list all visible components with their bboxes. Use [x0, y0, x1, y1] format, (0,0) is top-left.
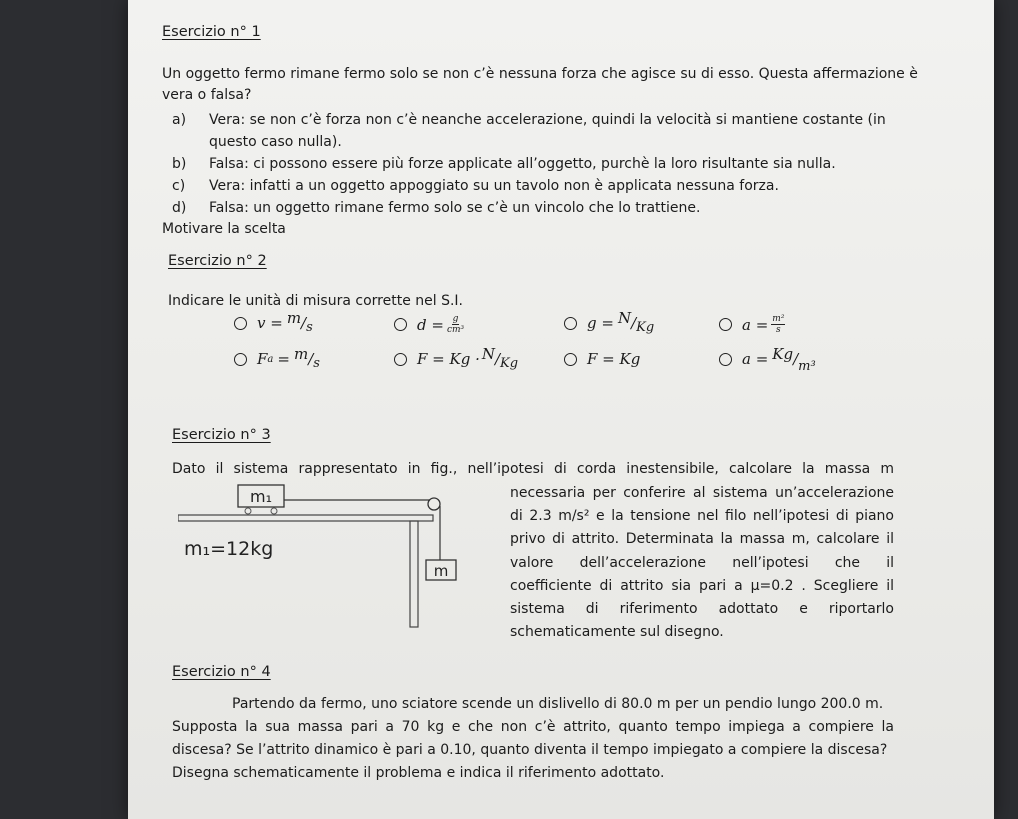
- table-leg: [410, 521, 418, 627]
- option-b-text: Falsa: ci possono essere più forze applicate all’oggetto, purchè la loro risultante sia nulla.: [209, 156, 836, 172]
- wheel: [271, 508, 277, 514]
- radio-button[interactable]: [234, 317, 247, 330]
- exercise-4-title: Esercizio n° 4: [172, 664, 271, 680]
- option-d-letter: d): [172, 200, 187, 216]
- exercise-2-instruction: Indicare le unità di misura corrette nel S.I.: [168, 293, 463, 309]
- unit-slash-fraction: N/Kg: [481, 345, 519, 371]
- unit-option-acceleration-kg[interactable]: [719, 345, 816, 374]
- formula-lhs: v =: [257, 314, 283, 332]
- radio-button[interactable]: [394, 353, 407, 366]
- subscript: a: [267, 353, 274, 365]
- unit-slash-fraction: Kg/m³: [772, 345, 816, 374]
- exercise-1-question-line1: Un oggetto fermo rimane fermo solo se non c’è nessuna forza che agisce su di esso. Questa affermazione è: [162, 66, 918, 82]
- unit-option-acceleration[interactable]: [719, 314, 785, 335]
- formula-text: F = Kg: [587, 350, 641, 368]
- option-c-letter: c): [172, 178, 186, 194]
- unit-slash-fraction: m/s: [293, 345, 320, 371]
- exercise-4-line2: Supposta la sua massa pari a 70 kg e che non c’è attrito, quanto tempo impiega a compiere la: [172, 719, 894, 735]
- option-a-text: Vera: se non c’è forza non c’è neanche accelerazione, quindi la velocità si mantiene costante (in: [209, 112, 886, 128]
- unit-option-friction-force[interactable]: [234, 345, 320, 371]
- exercise-1-title: Esercizio n° 1: [162, 24, 261, 40]
- exercise-3-line6: coefficiente di attrito sia pari a μ=0.2 . Scegliere il: [510, 578, 894, 594]
- block-m1-label: m₁: [250, 487, 272, 506]
- radio-button[interactable]: [234, 353, 247, 366]
- exercise-2-title: Esercizio n° 2: [168, 253, 267, 269]
- unit-slash-fraction: N/Kg: [617, 309, 655, 335]
- unit-option-density[interactable]: [394, 314, 464, 335]
- unit-option-force-kg[interactable]: [564, 350, 640, 368]
- equals-sign: =: [277, 350, 290, 368]
- exercise-4-line3: discesa? Se l’attrito dinamico è pari a 0.10, quanto diventa il tempo impiegato a compiere la discesa?: [172, 742, 888, 758]
- exercise-3-line8: schematicamente sul disegno.: [510, 624, 724, 640]
- unit-slash-fraction: m/s: [286, 309, 313, 335]
- unit-option-gravity[interactable]: [564, 309, 655, 335]
- exercise-3-line2: necessaria per conferire al sistema un’accelerazione: [510, 485, 894, 501]
- hanging-mass-label: m: [433, 562, 449, 580]
- exercise-3-title: Esercizio n° 3: [172, 427, 271, 443]
- formula-lhs: F = Kg ·: [417, 350, 480, 368]
- unit-option-force-kg-n[interactable]: [394, 345, 519, 371]
- pulley: [428, 498, 440, 510]
- exercise-1-question-line2: vera o falsa?: [162, 87, 252, 103]
- formula-lhs: a =: [742, 315, 769, 334]
- option-c-text: Vera: infatti a un oggetto appoggiato su un tavolo non è applicata nessuna forza.: [209, 178, 779, 194]
- exercise-3-line1: Dato il sistema rappresentato in fig., nell’ipotesi di corda inestensibile, calcolare la massa m: [172, 461, 894, 477]
- radio-button[interactable]: [719, 353, 732, 366]
- motivate-label: Motivare la scelta: [162, 221, 286, 237]
- exercise-3-line7: sistema di riferimento adottato e riportarlo: [510, 601, 894, 617]
- exercise-3-line5: valore dell’accelerazione nell’ipotesi che il: [510, 555, 894, 571]
- option-b-letter: b): [172, 156, 187, 172]
- table-top: [178, 515, 433, 521]
- radio-button[interactable]: [394, 318, 407, 331]
- formula-lhs: g =: [587, 314, 614, 332]
- option-a-letter: a): [172, 112, 187, 128]
- formula-lhs: d =: [417, 315, 444, 334]
- pulley-system-figure: [178, 480, 508, 630]
- radio-button[interactable]: [564, 317, 577, 330]
- option-a-text-cont: questo caso nulla).: [209, 134, 342, 150]
- unit-fraction: $\frac{\text{m²}}{s}$: [772, 314, 785, 335]
- exercise-4-line4: Disegna schematicamente il problema e indica il riferimento adottato.: [172, 765, 665, 781]
- formula-lhs: F: [257, 350, 268, 368]
- wheel: [245, 508, 251, 514]
- unit-fraction: $\frac{g}{\text{cm³}}$: [446, 314, 465, 335]
- mass-m1-value: m₁=12kg: [184, 538, 274, 560]
- radio-button[interactable]: [719, 318, 732, 331]
- exercise-3-line3: di 2.3 m/s² e la tensione nel filo nell’ipotesi di piano: [510, 508, 894, 524]
- exercise-3-line4: privo di attrito. Determinata la massa m, calcolare il: [510, 531, 894, 547]
- worksheet-page: [128, 0, 994, 819]
- unit-option-velocity[interactable]: [234, 309, 313, 335]
- option-d-text: Falsa: un oggetto rimane fermo solo se c’è un vincolo che lo trattiene.: [209, 200, 701, 216]
- radio-button[interactable]: [564, 353, 577, 366]
- exercise-4-line1: Partendo da fermo, uno sciatore scende un dislivello di 80.0 m per un pendio lungo 200.0 m.: [232, 696, 884, 712]
- formula-lhs: a =: [742, 350, 769, 368]
